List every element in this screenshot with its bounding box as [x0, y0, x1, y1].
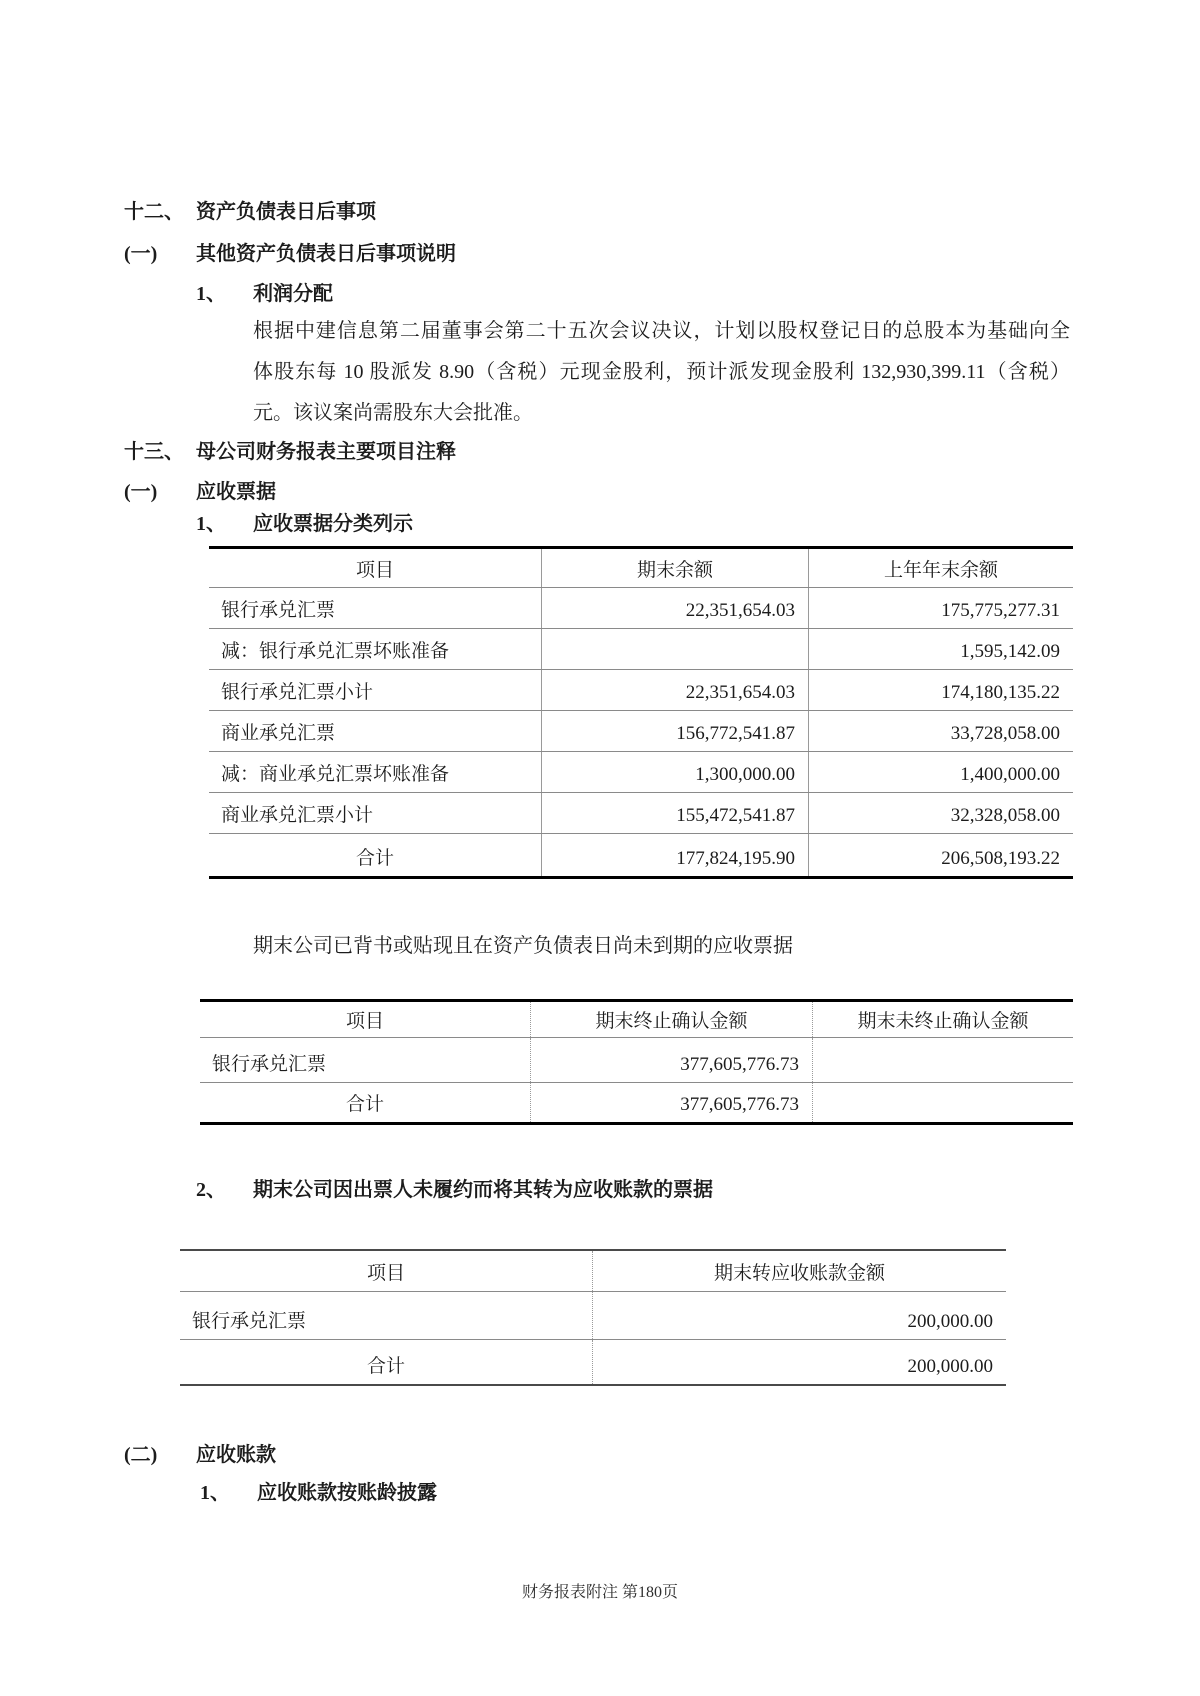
column-header: 项目 — [355, 559, 394, 581]
amount-cell — [541, 629, 808, 669]
table-row — [180, 1292, 1006, 1340]
section-title: 期末公司因出票人未履约而将其转为应收账款的票据 — [253, 1179, 713, 1201]
section-heading-ar-aging — [200, 1479, 437, 1507]
section-title: 资产负债表日后事项 — [196, 201, 376, 223]
section-title: 母公司财务报表主要项目注释 — [196, 441, 456, 463]
amount-cell: 206,508,193.22 — [808, 834, 1073, 876]
section-heading-12 — [124, 198, 376, 226]
table-row — [209, 752, 1073, 793]
row-label: 银行承兑汇票 — [212, 1054, 327, 1075]
section-title: 其他资产负债表日后事项说明 — [196, 243, 456, 265]
row-label: 银行承兑汇票 — [221, 600, 336, 621]
paragraph-line: 根据中建信息第二届董事会第二十五次会议决议，计划以股权登记日的总股本为基础向全 — [253, 320, 1070, 342]
table-header-row — [209, 549, 1073, 588]
table-row — [200, 1038, 1073, 1083]
section-heading-profit — [196, 280, 333, 308]
column-header: 期末余额 — [541, 549, 808, 587]
section-heading-accounts-receivable — [124, 1441, 276, 1469]
section-number: 1、 — [196, 513, 226, 535]
section-number: 1、 — [200, 1482, 230, 1504]
table-total-row — [200, 1083, 1073, 1122]
section-number: 十二、 — [124, 201, 184, 223]
column-header: 期末终止确认金额 — [530, 1002, 812, 1037]
row-label: 商业承兑汇票 — [221, 723, 336, 744]
section-number: (一) — [124, 481, 158, 503]
section-title: 应收账款按账龄披露 — [257, 1482, 437, 1504]
section-title: 利润分配 — [253, 283, 333, 305]
row-label: 减：商业承兑汇票坏账准备 — [221, 764, 450, 785]
amount-cell: 33,728,058.00 — [808, 711, 1073, 751]
row-label: 银行承兑汇票小计 — [221, 682, 374, 703]
section-title: 应收账款 — [196, 1444, 276, 1466]
amount-cell: 1,300,000.00 — [541, 752, 808, 792]
total-label: 合计 — [345, 1094, 384, 1115]
column-header: 期末转应收账款金额 — [592, 1251, 1006, 1291]
amount-cell: 200,000.00 — [592, 1292, 1006, 1339]
section-number: 十三、 — [124, 441, 184, 463]
column-header: 上年年末余额 — [808, 549, 1073, 587]
row-label: 商业承兑汇票小计 — [221, 805, 374, 826]
table-total-row — [209, 834, 1073, 876]
section-number: 1、 — [196, 283, 226, 305]
table-row — [209, 629, 1073, 670]
amount-cell: 200,000.00 — [592, 1340, 1006, 1384]
table-bills-transferred — [180, 1249, 1006, 1386]
paragraph-line: 体股东每 10 股派发 8.90（含税）元现金股利，预计派发现金股利 132,930,399.11（含税） — [253, 361, 1070, 383]
amount-cell: 174,180,135.22 — [808, 670, 1073, 710]
section-number: 2、 — [196, 1179, 226, 1201]
section-heading-13-1 — [124, 478, 276, 506]
amount-cell: 1,595,142.09 — [808, 629, 1073, 669]
table-row — [209, 711, 1073, 752]
section-title: 应收票据 — [196, 481, 276, 503]
amount-cell: 377,605,776.73 — [530, 1083, 812, 1122]
amount-cell: 22,351,654.03 — [541, 670, 808, 710]
section-heading-12-1 — [124, 240, 456, 268]
profit-distribution-paragraph — [253, 311, 1070, 434]
table-header-row — [200, 1002, 1073, 1038]
table-bills-classification — [209, 546, 1073, 879]
column-header: 项目 — [345, 1011, 384, 1032]
table-row — [209, 793, 1073, 834]
section-heading-13 — [124, 438, 456, 466]
amount-cell: 177,824,195.90 — [541, 834, 808, 876]
section-title: 应收票据分类列示 — [253, 513, 413, 535]
column-header: 期末未终止确认金额 — [812, 1002, 1073, 1037]
amount-cell: 1,400,000.00 — [808, 752, 1073, 792]
table-row — [209, 588, 1073, 629]
amount-cell: 22,351,654.03 — [541, 588, 808, 628]
table-total-row — [180, 1340, 1006, 1384]
amount-cell: 32,328,058.00 — [808, 793, 1073, 833]
amount-cell: 155,472,541.87 — [541, 793, 808, 833]
row-label: 减：银行承兑汇票坏账准备 — [221, 641, 450, 662]
amount-cell: 175,775,277.31 — [808, 588, 1073, 628]
total-label: 合计 — [355, 848, 394, 869]
page-footer: 财务报表附注 第180页 — [521, 1584, 678, 1601]
column-header: 项目 — [366, 1262, 405, 1284]
amount-cell: 377,605,776.73 — [530, 1038, 812, 1082]
section-number: (二) — [124, 1444, 158, 1466]
total-label: 合计 — [366, 1356, 405, 1377]
amount-cell — [812, 1038, 1073, 1082]
paragraph-line: 元。该议案尚需股东大会批准。 — [253, 402, 533, 424]
section-heading-defaulted-bills — [196, 1176, 713, 1204]
table-endorsed-bills — [200, 999, 1073, 1125]
amount-cell — [812, 1083, 1073, 1122]
table-row — [209, 670, 1073, 711]
endorsed-bills-note: 期末公司已背书或贴现且在资产负债表日尚未到期的应收票据 — [253, 935, 793, 957]
row-label: 银行承兑汇票 — [192, 1311, 307, 1332]
section-heading-bills-classification — [196, 510, 413, 538]
table-header-row — [180, 1251, 1006, 1292]
section-number: (一) — [124, 243, 158, 265]
amount-cell: 156,772,541.87 — [541, 711, 808, 751]
